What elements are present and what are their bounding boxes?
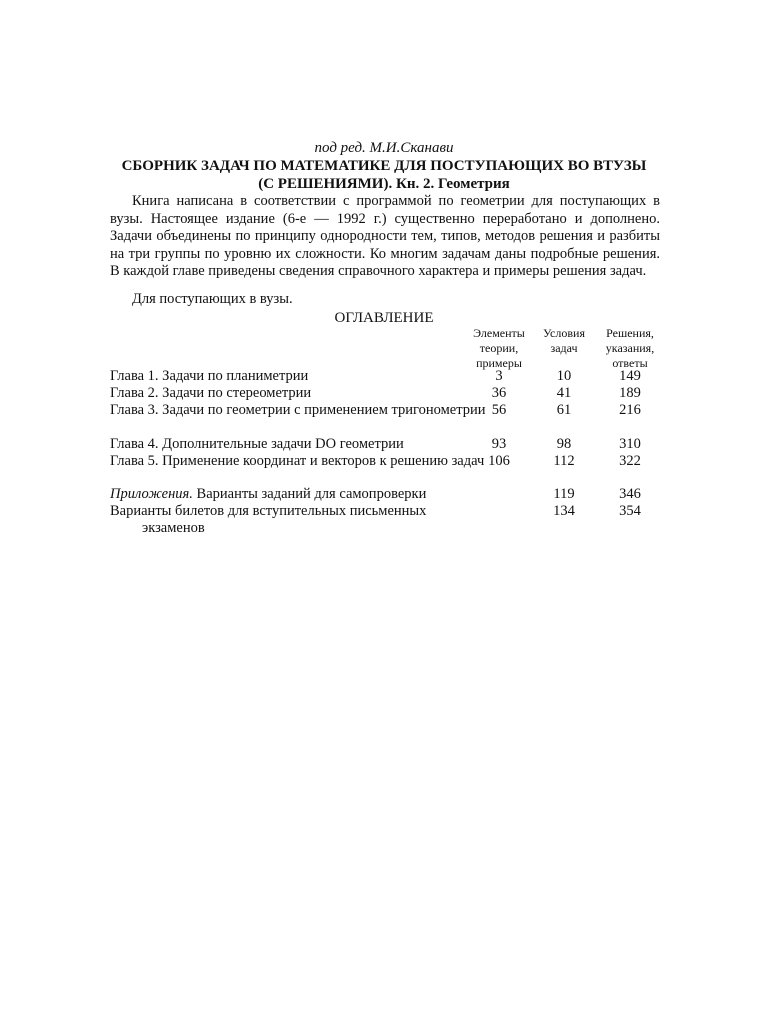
toc-row-theory: 3 <box>495 368 503 384</box>
toc-row-label-rest: Варианты заданий для самопроверки <box>192 486 427 502</box>
toc-row-problems: 134 <box>553 503 575 519</box>
toc-row-problems: 98 <box>556 436 572 452</box>
toc-row-solutions: 310 <box>619 436 641 452</box>
book-title <box>100 157 668 193</box>
toc-row-label: Глава 1. Задачи по планиметрии <box>110 368 309 384</box>
toc-column-solutions: Решения, указания, ответы <box>605 326 655 370</box>
toc-heading: ОГЛАВЛЕНИЕ <box>334 310 434 326</box>
toc-row-solutions: 354 <box>619 503 641 519</box>
toc-column-problems: Условия задач <box>543 326 585 355</box>
toc-row-label: Глава 2. Задачи по стереометрии <box>110 385 312 401</box>
book-annotation: Книга написана в соответствии с программой по геометрии для поступающих в вузы. Настоящее издание (6-е — 1992 г.) существенно переработано и дополнено. Задачи объединены по принципу однородности тем, типов, методов решения и разбиты на три группы по уровню их сложности. Ко многим задачам даны подробные решения. В каждой главе приведены сведения справочного характера и примеры решения задач. <box>110 193 660 279</box>
book-title-line-1: СБОРНИК ЗАДАЧ ПО МАТЕМАТИКЕ ДЛЯ ПОСТУПАЮЩИХ ВО ВТУЗЫ <box>121 158 647 174</box>
toc-row-label: Варианты билетов для вступительных письменных экзаменов <box>110 503 427 536</box>
toc-row-solutions: 149 <box>619 368 641 384</box>
toc-row-theory: 56 <box>491 402 507 418</box>
toc-row-theory: 36 <box>491 385 507 401</box>
toc-row-label: Глава 3. Задачи по геометрии с применением тригонометрии <box>110 402 486 418</box>
toc-row-problems: 41 <box>556 385 572 401</box>
toc-row-theory: 106 <box>488 453 510 469</box>
toc-row-problems: 10 <box>556 368 572 384</box>
toc-row-label: Глава 4. Дополнительные задачи DO геометрии <box>110 436 404 452</box>
toc-row-solutions: 189 <box>619 385 641 401</box>
toc-row-solutions: 322 <box>619 453 641 469</box>
book-title-line-2: (С РЕШЕНИЯМИ). Кн. 2. Геометрия <box>258 176 510 192</box>
toc-row-problems: 119 <box>553 486 575 502</box>
toc-row-solutions: 346 <box>619 486 641 502</box>
toc-row-solutions: 216 <box>619 402 641 418</box>
toc-column-theory: Элементы теории, примеры <box>473 326 525 370</box>
toc-row-problems: 61 <box>556 402 572 418</box>
toc-row-label-italic: Приложения. <box>110 486 193 502</box>
toc-row-theory: 93 <box>491 436 507 452</box>
toc-row-problems: 112 <box>553 453 575 469</box>
toc-row-label: Глава 5. Применение координат и векторов к решению задач <box>110 453 485 469</box>
book-editor: под ред. М.И.Сканави <box>314 140 454 156</box>
toc-row-label <box>110 486 487 503</box>
book-audience: Для поступающих в вузы. <box>132 291 293 307</box>
